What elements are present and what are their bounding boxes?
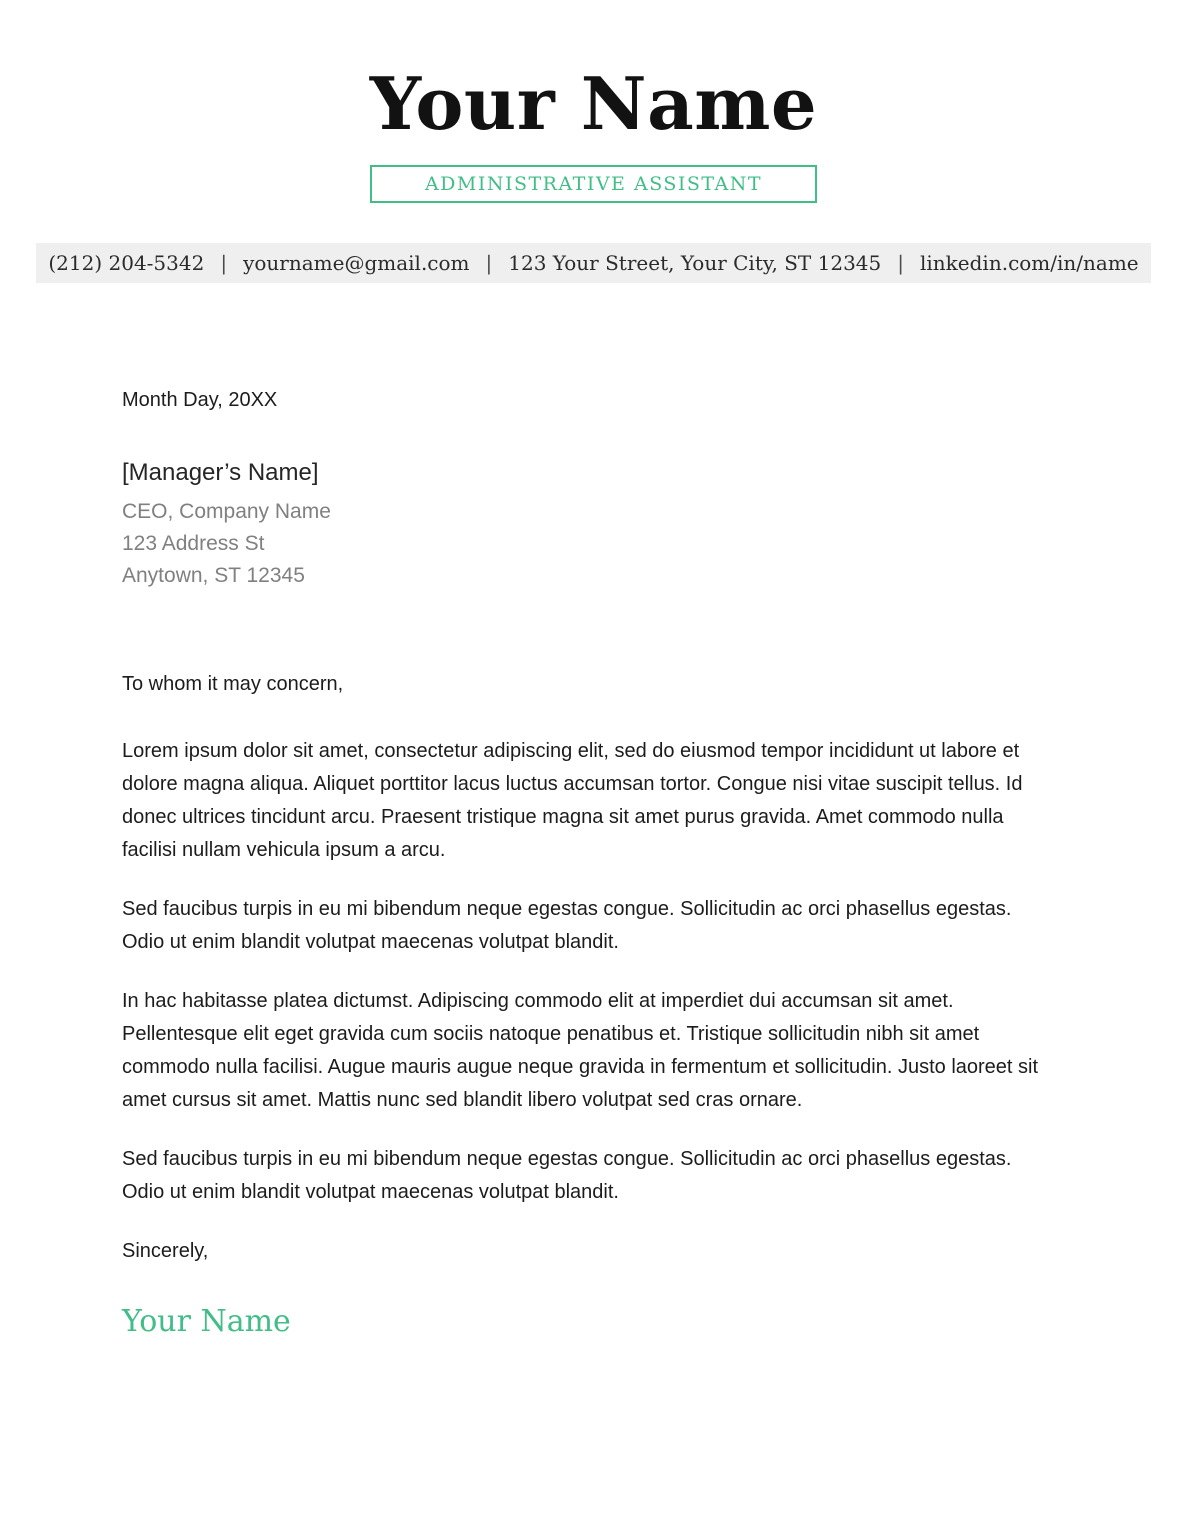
letter-body (122, 384, 1047, 1338)
recipient-title-company: CEO, Company Name (122, 500, 331, 523)
recipient-address-line1: 123 Address St (122, 532, 265, 555)
body-paragraph-1: Lorem ipsum dolor sit amet, consectetur adipiscing elit, sed do eiusmod tempor incididunt ut labore et dolore magna aliqua. Aliquet porttitor lacus luctus accumsan tortor. Congue nisi vitae suscipit tellus. Id donec ultrices tincidunt arcu. Praesent tristique magna sit amet purus gravida. Amet commodo nulla facilisi nullam vehicula ipsum a arcu. (122, 740, 1023, 861)
contact-email: yourname@gmail.com (243, 251, 470, 275)
signature-name: Your Name (122, 1304, 291, 1339)
salutation: To whom it may concern, (122, 673, 344, 695)
job-title-box (370, 165, 817, 203)
job-title-label: ADMINISTRATIVE ASSISTANT (424, 173, 763, 195)
body-paragraph-3: In hac habitasse platea dictumst. Adipiscing commodo elit at imperdiet dui accumsan sit amet. Pellentesque elit eget gravida cum sociis natoque penatibus et. Tristique sollicitudin nibh sit amet commodo nulla facilisi. Augue mauris augue neque gravida in fermentum et sollicitudin. Justo laoreet sit amet cursus sit amet. Mattis nunc sed blandit libero volutpat sed cras ornare. (122, 990, 1039, 1111)
recipient-name: [Manager’s Name] (122, 459, 319, 486)
contact-separator: | (220, 251, 228, 275)
applicant-name-heading: Your Name (369, 61, 818, 146)
body-paragraph-4: Sed faucibus turpis in eu mi bibendum neque egestas congue. Sollicitudin ac orci phasellus egestas. Odio ut enim blandit volutpat maecenas volutpat blandit. (122, 1148, 1012, 1203)
recipient-block (122, 459, 1047, 592)
letter-date: Month Day, 20XX (122, 389, 278, 411)
contact-linkedin: linkedin.com/in/name (920, 251, 1139, 275)
contact-phone: (212) 204-5342 (48, 251, 205, 275)
recipient-address-line2: Anytown, ST 12345 (122, 564, 305, 587)
contact-info-bar (36, 243, 1151, 283)
contact-separator: | (485, 251, 493, 275)
body-paragraph-2: Sed faucibus turpis in eu mi bibendum neque egestas congue. Sollicitudin ac orci phasellus egestas. Odio ut enim blandit volutpat maecenas volutpat blandit. (122, 898, 1012, 953)
contact-address: 123 Your Street, Your City, ST 12345 (508, 251, 882, 275)
contact-separator: | (897, 251, 904, 275)
closing-line: Sincerely, (122, 1240, 209, 1262)
